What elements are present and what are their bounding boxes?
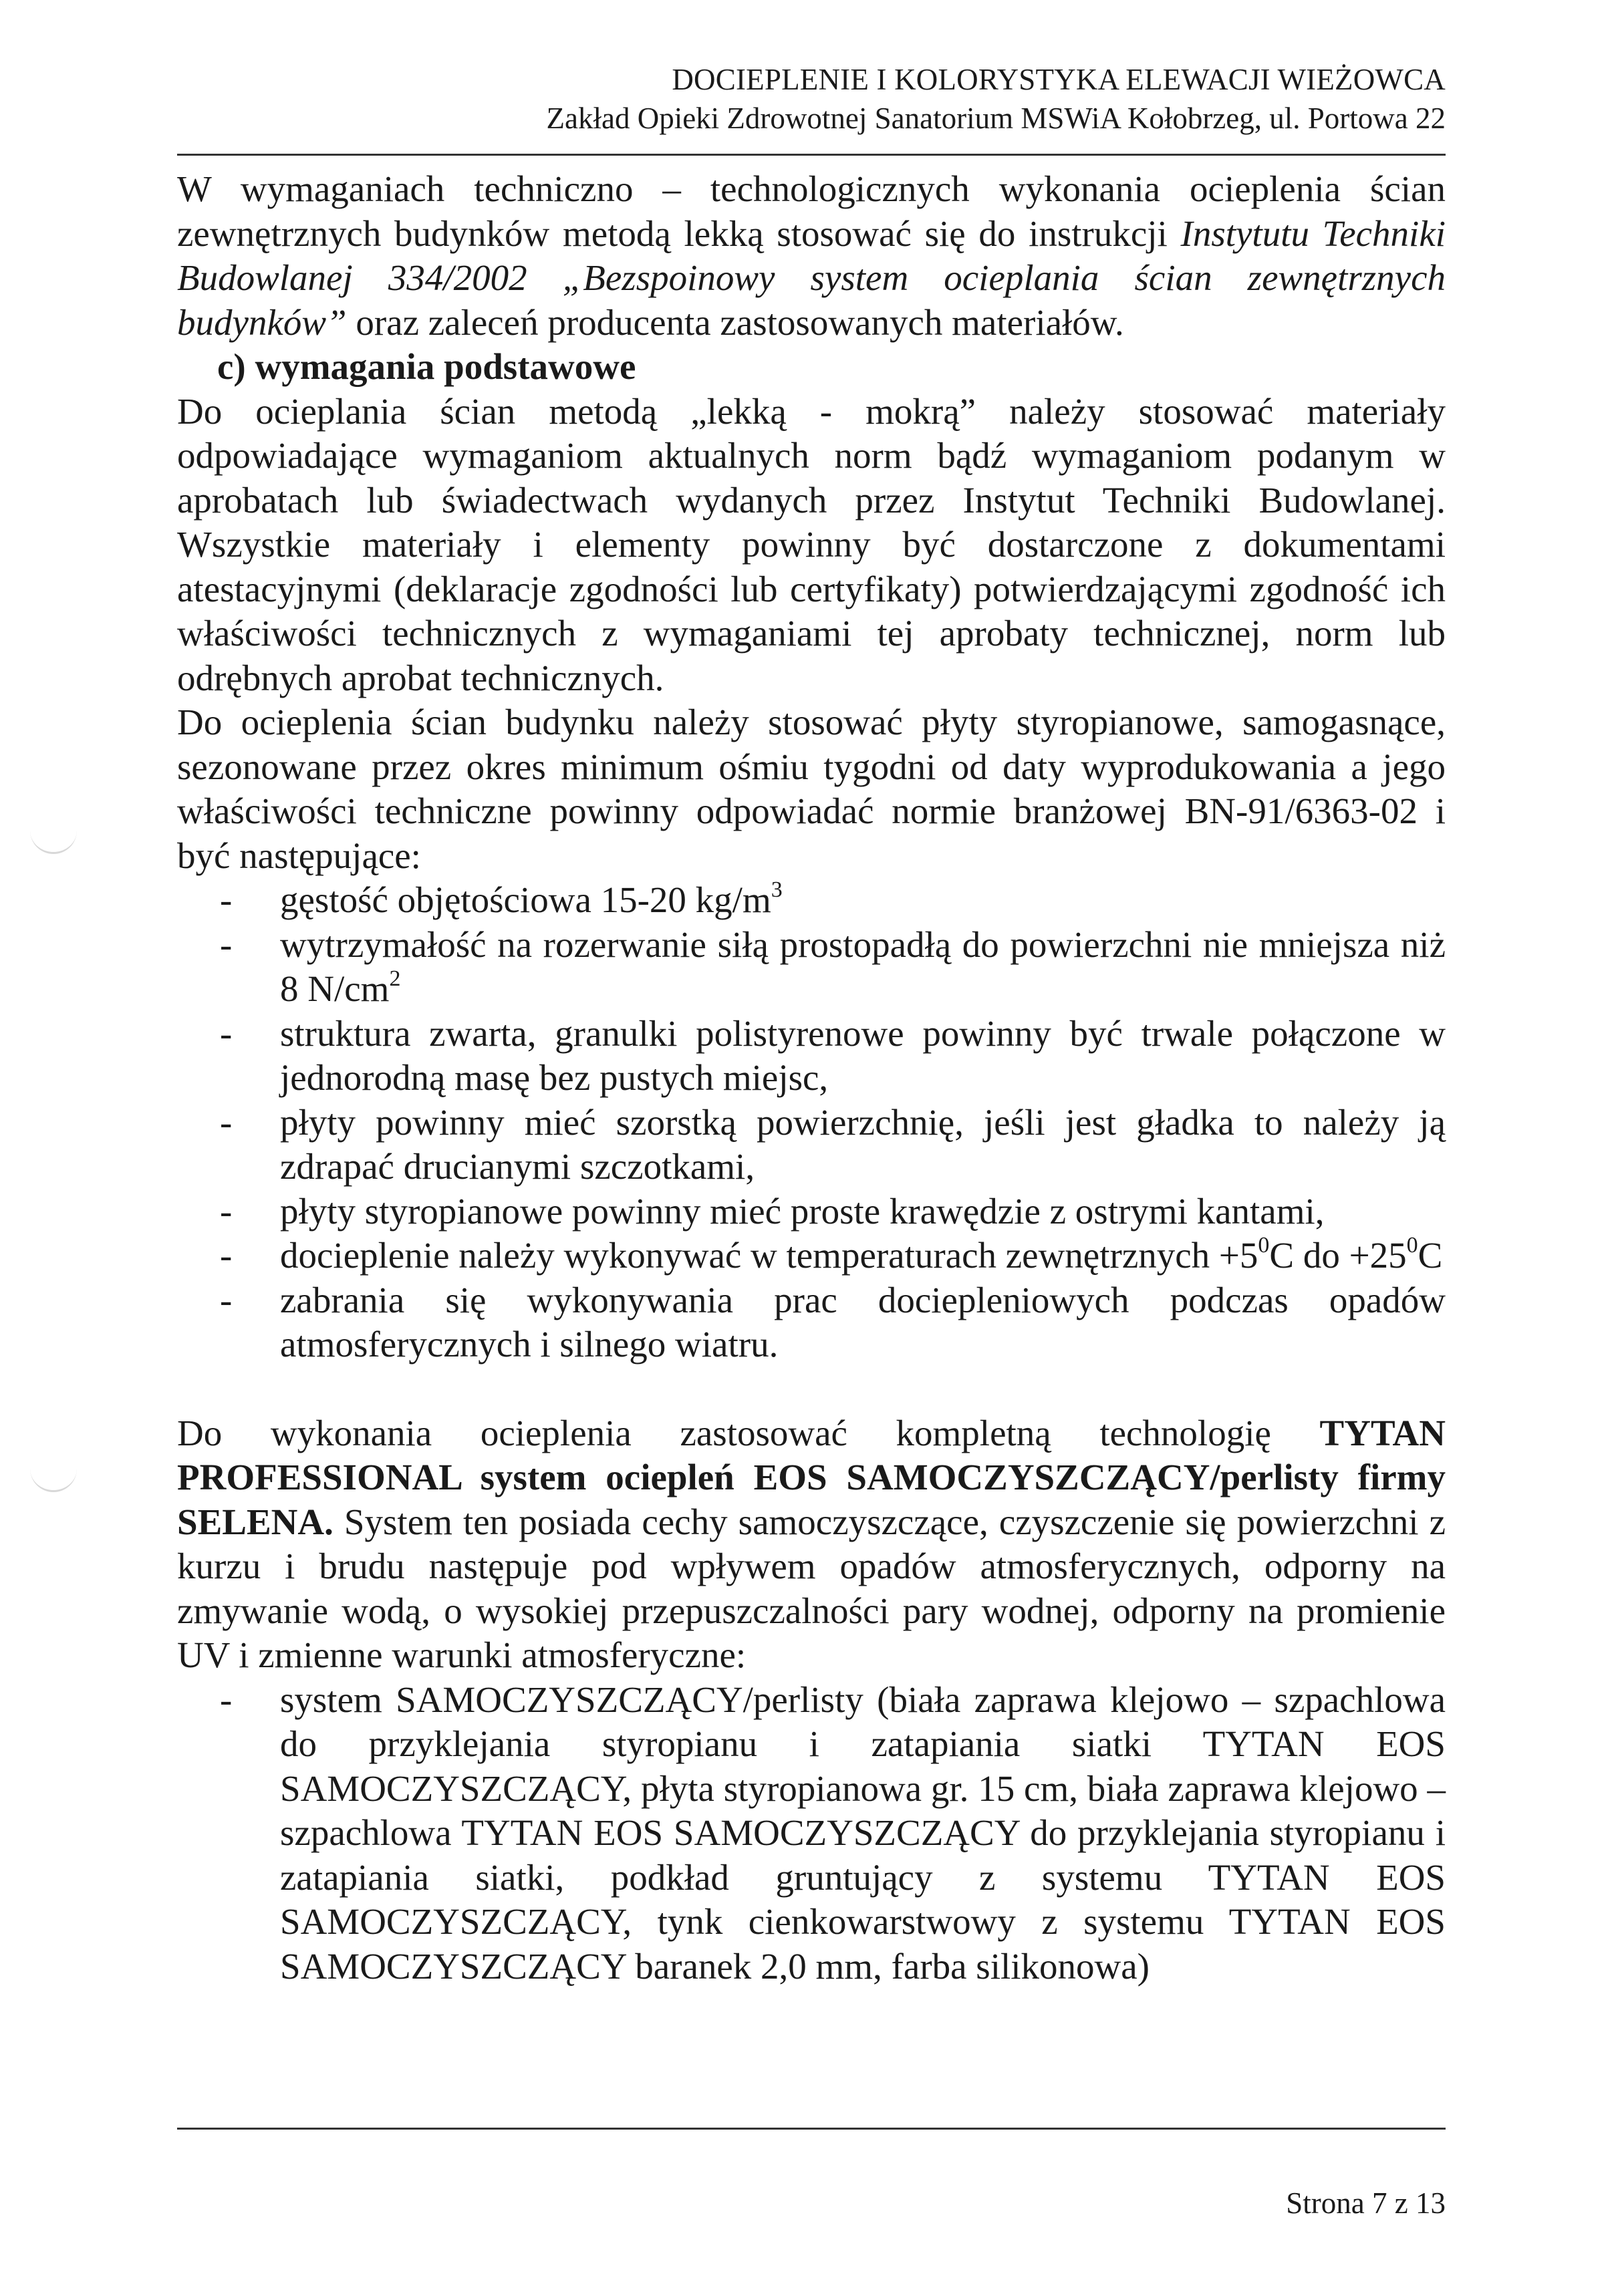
footer-rule (177, 2128, 1446, 2130)
system-name: TYTAN PROFESSIONAL system ociepleń EOS SAMOCZYSZCZĄCY/perlisty firmy SELENA. (177, 1412, 1446, 1542)
page-header (177, 60, 1446, 138)
list-item-text: wytrzymałość na rozerwanie siłą prostopadłą do powierzchni nie mniejsza niż 8 N/cm (280, 923, 1446, 1009)
list-item-text: płyty powinny mieć szorstką powierzchnię, jeśli jest gładka to należy ją zdrapać drucianymi szczotkami, (280, 1101, 1446, 1187)
system-paragraph (177, 1411, 1446, 1678)
list-dash: - (220, 1190, 233, 1232)
list-item (177, 1101, 1446, 1189)
punch-hole-mark (30, 819, 77, 854)
requirements-list (177, 878, 1446, 1367)
superscript: 3 (771, 877, 783, 902)
superscript: 2 (389, 966, 401, 991)
list-item-text: gęstość objętościowa 15-20 kg/m (280, 879, 771, 920)
header-title: DOCIEPLENIE I KOLORYSTYKA ELEWACJI WIEŻOWCA (672, 63, 1446, 96)
header-subtitle: Zakład Opieki Zdrowotnej Sanatorium MSWiA Kołobrzeg, ul. Portowa 22 (546, 102, 1446, 135)
list-item-text: docieplenie należy wykonywać w temperaturach zewnętrznych +5 (280, 1235, 1258, 1276)
intro-citation: Instytutu Techniki Budowlanej 334/2002 „Bezspoinowy system ocieplania ścian zewnętrznych budynków” (177, 212, 1446, 343)
list-item-text: C (1418, 1235, 1443, 1276)
list-item (177, 878, 1446, 923)
section-heading: c) wymagania podstawowe (217, 346, 636, 387)
list-dash: - (220, 1279, 233, 1320)
list-item (177, 923, 1446, 1012)
document-body (177, 167, 1446, 1989)
list-item (177, 1678, 1446, 1989)
intro-text-1: W wymaganiach techniczno – technologicznych wykonania ocieplenia ścian zewnętrznych budynków metodą lekką stosować się do instrukcji (177, 168, 1446, 254)
system-text-2: System ten posiada cechy samoczyszczące, czyszczenie się powierzchni z kurzu i brudu następuje pod wpływem opadów atmosferycznych, odporny na zmywanie wodą, o wysokiej przepuszczalności pary wodnej, odporny na promienie UV i zmienne warunki atmosferyczne: (177, 1501, 1446, 1675)
list-item (177, 1012, 1446, 1101)
list-item-text: C do +25 (1269, 1235, 1407, 1276)
list-item-text: system SAMOCZYSZCZĄCY/perlisty (biała zaprawa klejowo – szpachlowa do przyklejania styropianu i zatapiania siatki TYTAN EOS SAMOCZYSZCZĄCY, płyta styropianowa gr. 15 cm, biała zaprawa klejowo – szpachlowa TYTAN EOS SAMOCZYSZCZĄCY do przyklejania styropianu i zatapiania siatki, podkład gruntujący z systemu TYTAN EOS SAMOCZYSZCZĄCY, tynk cienkowarstwowy z systemu TYTAN EOS SAMOCZYSZCZĄCY baranek 2,0 mm, farba silikonowa) (280, 1679, 1446, 1987)
list-dash: - (220, 1101, 233, 1143)
superscript: 0 (1258, 1232, 1270, 1258)
intro-paragraph (177, 167, 1446, 345)
page-number: Strona 7 z 13 (1286, 2186, 1446, 2220)
styrofoam-paragraph: Do ocieplenia ścian budynku należy stosować płyty styropianowe, samogasnące, sezonowane przez okres minimum ośmiu tygodni od daty wyprodukowania a jego właściwości techniczne powinny odpowiadać normie branżowej BN-91/6363-02 i być następujące: (177, 702, 1446, 876)
list-item (177, 1234, 1446, 1278)
list-item (177, 1189, 1446, 1234)
list-item-text: płyty styropianowe powinny mieć proste krawędzie z ostrymi kantami, (280, 1190, 1325, 1232)
list-item-text: zabrania się wykonywania prac dociepleniowych podczas opadów atmosferycznych i silnego wiatru. (280, 1279, 1446, 1365)
list-item-text: struktura zwarta, granulki polistyrenowe powinny być trwale połączone w jednorodną masę bez pustych miejsc, (280, 1012, 1446, 1098)
intro-text-2: oraz zaleceń producenta zastosowanych materiałów. (346, 301, 1124, 343)
list-dash: - (220, 1012, 233, 1054)
system-list (177, 1678, 1446, 1989)
punch-hole-mark (30, 1457, 77, 1492)
header-rule (177, 154, 1446, 156)
list-dash: - (220, 879, 233, 920)
list-dash: - (220, 1679, 233, 1720)
system-text-1: Do wykonania ocieplenia zastosować kompletną technologię (177, 1412, 1320, 1453)
list-item (177, 1278, 1446, 1367)
superscript: 0 (1406, 1232, 1418, 1258)
requirements-paragraph: Do ocieplania ścian metodą „lekką - mokrą” należy stosować materiały odpowiadające wymaganiom aktualnych norm bądź wymaganiom podanym w aprobatach lub świadectwach wydanych przez Instytut Techniki Budowlanej. Wszystkie materiały i elementy powinny być dostarczone z dokumentami atestacyjnymi (deklaracje zgodności lub certyfikaty) potwierdzającymi zgodność ich właściwości technicznych z wymaganiami tej aprobaty technicznej, norm lub odrębnych aprobat technicznych. (177, 390, 1446, 698)
paragraph-gap (177, 1367, 1446, 1411)
list-dash: - (220, 1235, 233, 1276)
list-dash: - (220, 923, 233, 965)
